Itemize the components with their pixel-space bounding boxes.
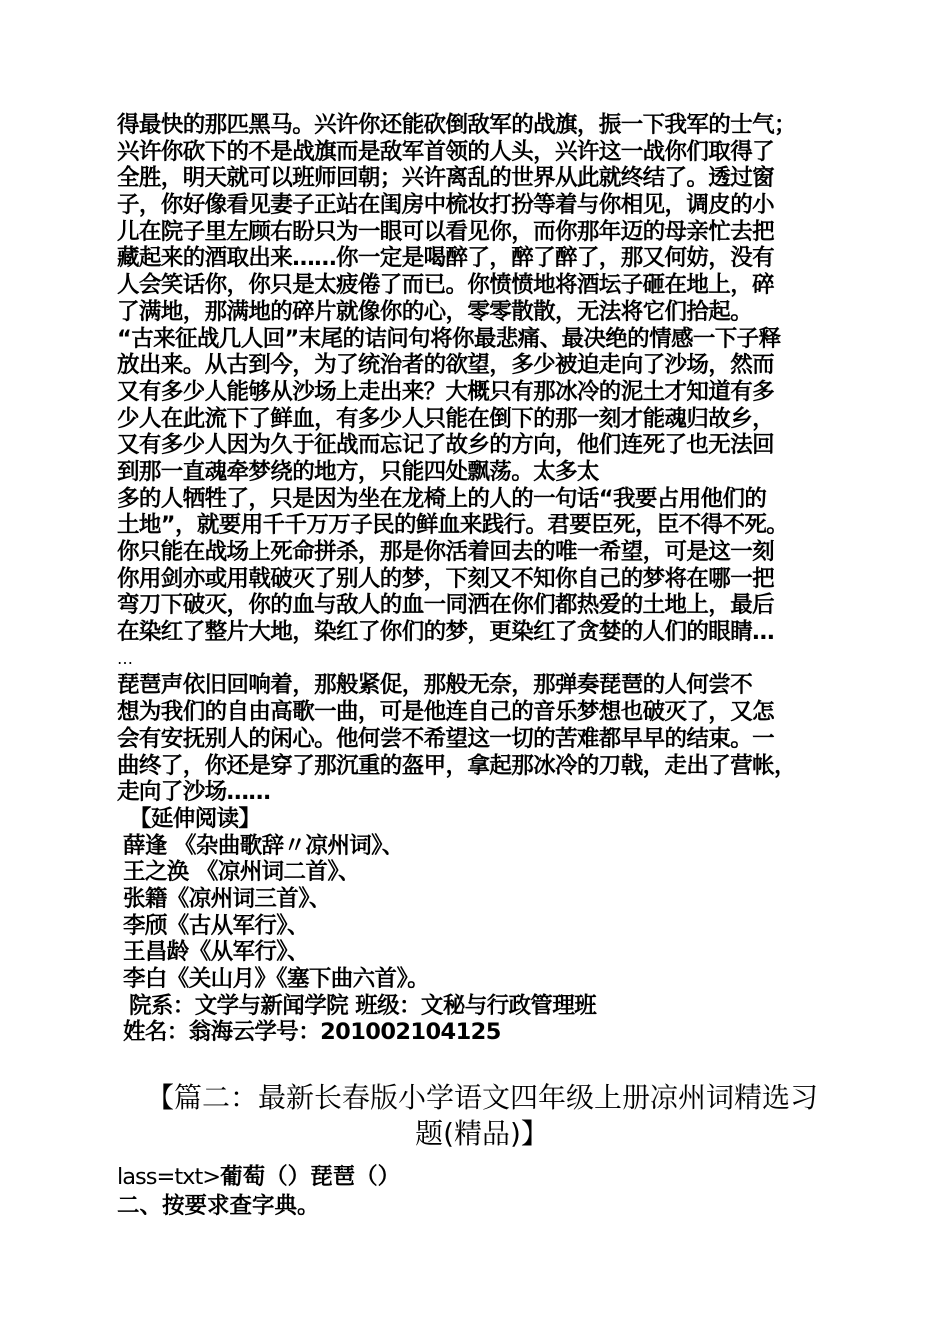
extended-reading-heading: 【延伸阅读】 [129, 805, 261, 832]
essay-section-heading [117, 1080, 847, 1152]
reading-item: 李颀《古从军行》、 [123, 912, 309, 939]
text-line: 到那一直魂牵梦绕的地方，只能四处飘荡。太多太 [117, 458, 599, 485]
text-line: 想为我们的自由高歌一曲，可是他连自己的音乐梦想也破灭了，又怎 [117, 699, 775, 726]
text-line: 全胜，明天就可以班师回朝；兴许离乱的世界从此就终结了。透过窗 [117, 165, 775, 192]
text-line: 琵琶声依旧回响着，那般紧促，那般无奈，那弹奏琵琶的人何尝不 [117, 672, 753, 699]
heading-line: 题(精品)】 [415, 1117, 549, 1150]
text-line: … [117, 648, 133, 668]
text-line: 在染红了整片大地，染红了你们的梦，更染红了贪婪的人们的眼睛… [117, 619, 775, 646]
extended-reading [117, 806, 847, 993]
text-line: 会有安抚别人的闲心。他何尝不希望这一切的苦难都早早的结束。一 [117, 725, 775, 752]
reading-item: 王昌龄《从军行》、 [123, 939, 309, 966]
text-line: 人会笑话你，你只是太疲倦了而已。你愤愤地将酒坛子砸在地上，碎 [117, 272, 775, 299]
text-line: 土地”，就要用千千万万子民的鲜血来践行。君要臣死，臣不得不死。 [117, 512, 789, 539]
author-info [117, 993, 847, 1046]
text-line: 儿在院子里左顾右盼只为一眼可以看见你，而你那年迈的母亲忙去把 [117, 218, 775, 245]
text-line: 兴许你砍下的不是战旗而是敌军首领的人头，兴许这一战你们取得了 [117, 138, 775, 165]
text-line: 曲终了，你还是穿了那沉重的盔甲，拿起那冰冷的刀戟，走出了营帐， [117, 752, 796, 779]
text-line: 得最快的那匹黑马。兴许你还能砍倒敌军的战旗，振一下我军的士气； [117, 112, 796, 138]
markup-fragment: lass=txt> [117, 1164, 221, 1190]
text-line: 放出来。从古到今，为了统治者的欲望，多少被迫走向了沙场，然而 [117, 352, 775, 379]
name-student-id: 姓名：翁海云学号：201002104125 [123, 1019, 501, 1046]
text-line: 了满地，那满地的碎片就像你的心，零零散散，无法将它们拾起。 [117, 298, 753, 325]
essay-body [117, 112, 847, 1046]
reading-item: 张籍《凉州词三首》、 [123, 885, 331, 912]
reading-item: 薛逢 《杂曲歌辞〃凉州词》、 [123, 832, 404, 859]
text-line: 藏起来的酒取出来……你一定是喝醉了，醉了醉了，那又何妨，没有 [117, 245, 775, 272]
text-line: 你只能在战场上死命拼杀，那是你活着回去的唯一希望，可是这一刻 [117, 539, 775, 565]
paragraph-2 [117, 326, 847, 673]
text-line: “古来征战几人回”末尾的诘问句将你最悲痛、最决绝的情感一下子释 [117, 325, 781, 352]
department-class: 院系：文学与新闻学院 班级：文秘与行政管理班 [129, 992, 597, 1019]
paragraph-1 [117, 112, 847, 326]
text-line: 你用剑亦或用戟破灭了别人的梦，下刻又不知你自己的梦将在哪一把 [117, 565, 775, 592]
text-line: 弯刀下破灭，你的血与敌人的血一同洒在你们都热爱的土地上，最后 [117, 592, 775, 619]
text-line: 又有多少人能够从沙场上走出来？大概只有那冰冷的泥土才知道有多 [117, 378, 775, 405]
quiz-instruction: 二、按要求查字典。 [117, 1193, 320, 1219]
quiz-question: 葡萄（）琵琶（） [220, 1164, 401, 1190]
quiz-line [117, 1163, 847, 1192]
text-line: 多的人牺牲了，只是因为坐在龙椅上的人的一句话“我要占用他们的 [117, 485, 767, 512]
text-line: 子，你好像看见妻子正站在闺房中梳妆打扮等着与你相见，调皮的小 [117, 192, 775, 219]
text-line: 又有多少人因为久于征战而忘记了故乡的方向，他们连死了也无法回 [117, 432, 775, 459]
reading-item: 李白《关山月》《塞下曲六首》。 [123, 966, 430, 992]
heading-line: 【篇二：最新长春版小学语文四年级上册凉州词精选习 [145, 1081, 818, 1114]
quiz-section [117, 1163, 847, 1221]
text-line: 走向了沙场…… [117, 779, 271, 806]
paragraph-3 [117, 672, 847, 805]
text-line: 少人在此流下了鲜血，有多少人只能在倒下的那一刻才能魂归故乡， [117, 405, 775, 432]
reading-item: 王之涣 《凉州词二首》、 [123, 859, 360, 886]
